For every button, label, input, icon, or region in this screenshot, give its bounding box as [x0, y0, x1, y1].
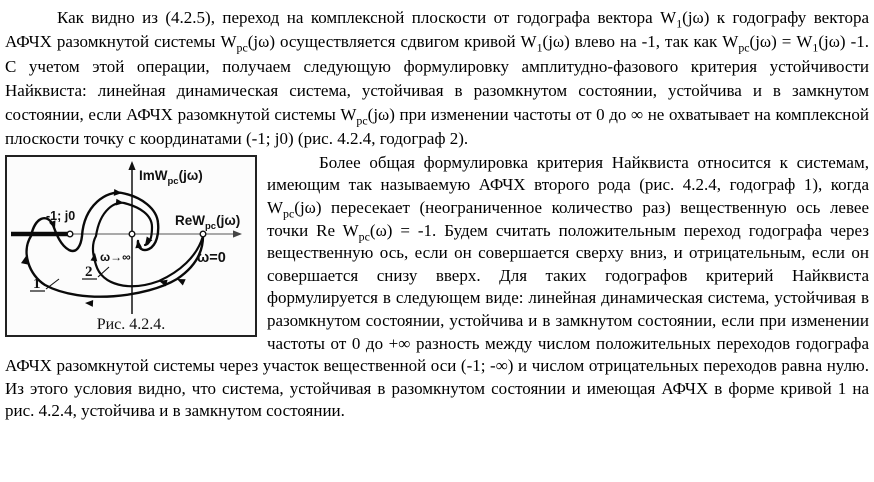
re-axis-arrow-icon — [233, 230, 242, 237]
paragraph-nyquist-first-formulation: Как видно из (4.2.5), переход на комплексной плоскости от годографа вектора $W_1(j\omega)$ к годографу вектора АФЧХ разомкнутой системы $W_{рс}(j\omega)$ осуществляется сдвигом кривой $W_1(j\omega)$ влево на -1, так как $W_{рс}(j\omega) = W_1(j\omega)$ -1. С учетом этой операции, получаем следующую формулировку амплитудно-фазового критерия устойчивости Найквиста: линейная динамическая система, устойчивая в разомкнутом состоянии, устойчива и в замкнутом состоянии, если АФЧХ разомкнутой системы $W_{рс}(j\omega)$ при изменении частоты от 0 до ∞ не охватывает на комплексной плоскости точку с координатами (-1; j0) (рис. 4.2.4, годограф 2). — [5, 8, 869, 149]
figure-caption: Рис. 4.2.4. — [96, 315, 166, 333]
curve-1-label: 1 — [33, 275, 41, 292]
minus-one-point — [67, 231, 73, 237]
im-axis-label-arg: (jω) — [178, 167, 203, 183]
paragraph-nyquist-second-formulation: Более общая формулировка критерия Найквиста относится к системам, имеющим так называемую АФЧХ второго рода (рис. 4.2.4, годограф 1), когда $W_{рс}(j\omega)$ пересекает (неограниченное количество раз) вещественную ось левее точки Re $W_{рс}(\omega) = -1$. Будем считать положительным переход годографа через вещественную ось, если он совершается сверху вниз, и отрицательным, если он совершается снизу вверх. Для таких годографов критерий Найквиста формулируется в следующем виде: линейная динамическая система, устойчивая в разомкнутом состоянии, устойчива и в замкнутом состоянии, если при изменении частоты от 0 до +∞ разность между числом положительных переходов годографа АФЧХ разомкнутой системы через участок вещественной оси (-1; -∞) и числом отрицательных переходов равна нулю. Из этого условия видно, что система, устойчивая в разомкнутом состоянии и имеющая АФЧХ в форме кривой 1 на рис. 4.2.4, устойчива и в замкнутом состоянии. — [5, 152, 869, 421]
arrow-icon — [91, 252, 99, 261]
re-axis-label-arg: (jω) — [216, 212, 241, 228]
im-axis-label — [139, 168, 203, 187]
im-axis-label-sub: рс — [167, 175, 179, 187]
re-axis-label-main: ReW — [175, 212, 205, 228]
arrow-icon — [114, 189, 122, 196]
im-axis-label-main: ImW — [139, 167, 168, 183]
minus-one-label: -1; j0 — [46, 208, 76, 223]
curve-direction-arrows — [21, 189, 186, 307]
re-axis-label — [175, 213, 240, 232]
re-axis-label-sub: рс — [205, 220, 217, 232]
hodograph-plot — [7, 157, 255, 335]
arrow-icon — [85, 299, 93, 306]
im-axis-arrow-icon — [128, 161, 135, 170]
omega-zero-point — [200, 231, 206, 237]
arrow-icon — [116, 199, 125, 207]
omega-equals-zero-label: ω=0 — [197, 249, 226, 266]
origin-point — [129, 231, 135, 237]
curve-2-label: 2 — [85, 263, 93, 280]
figure-4-2-4 — [5, 155, 257, 337]
omega-to-infinity-label: ω→∞ — [100, 249, 131, 264]
arrow-icon — [135, 239, 142, 248]
